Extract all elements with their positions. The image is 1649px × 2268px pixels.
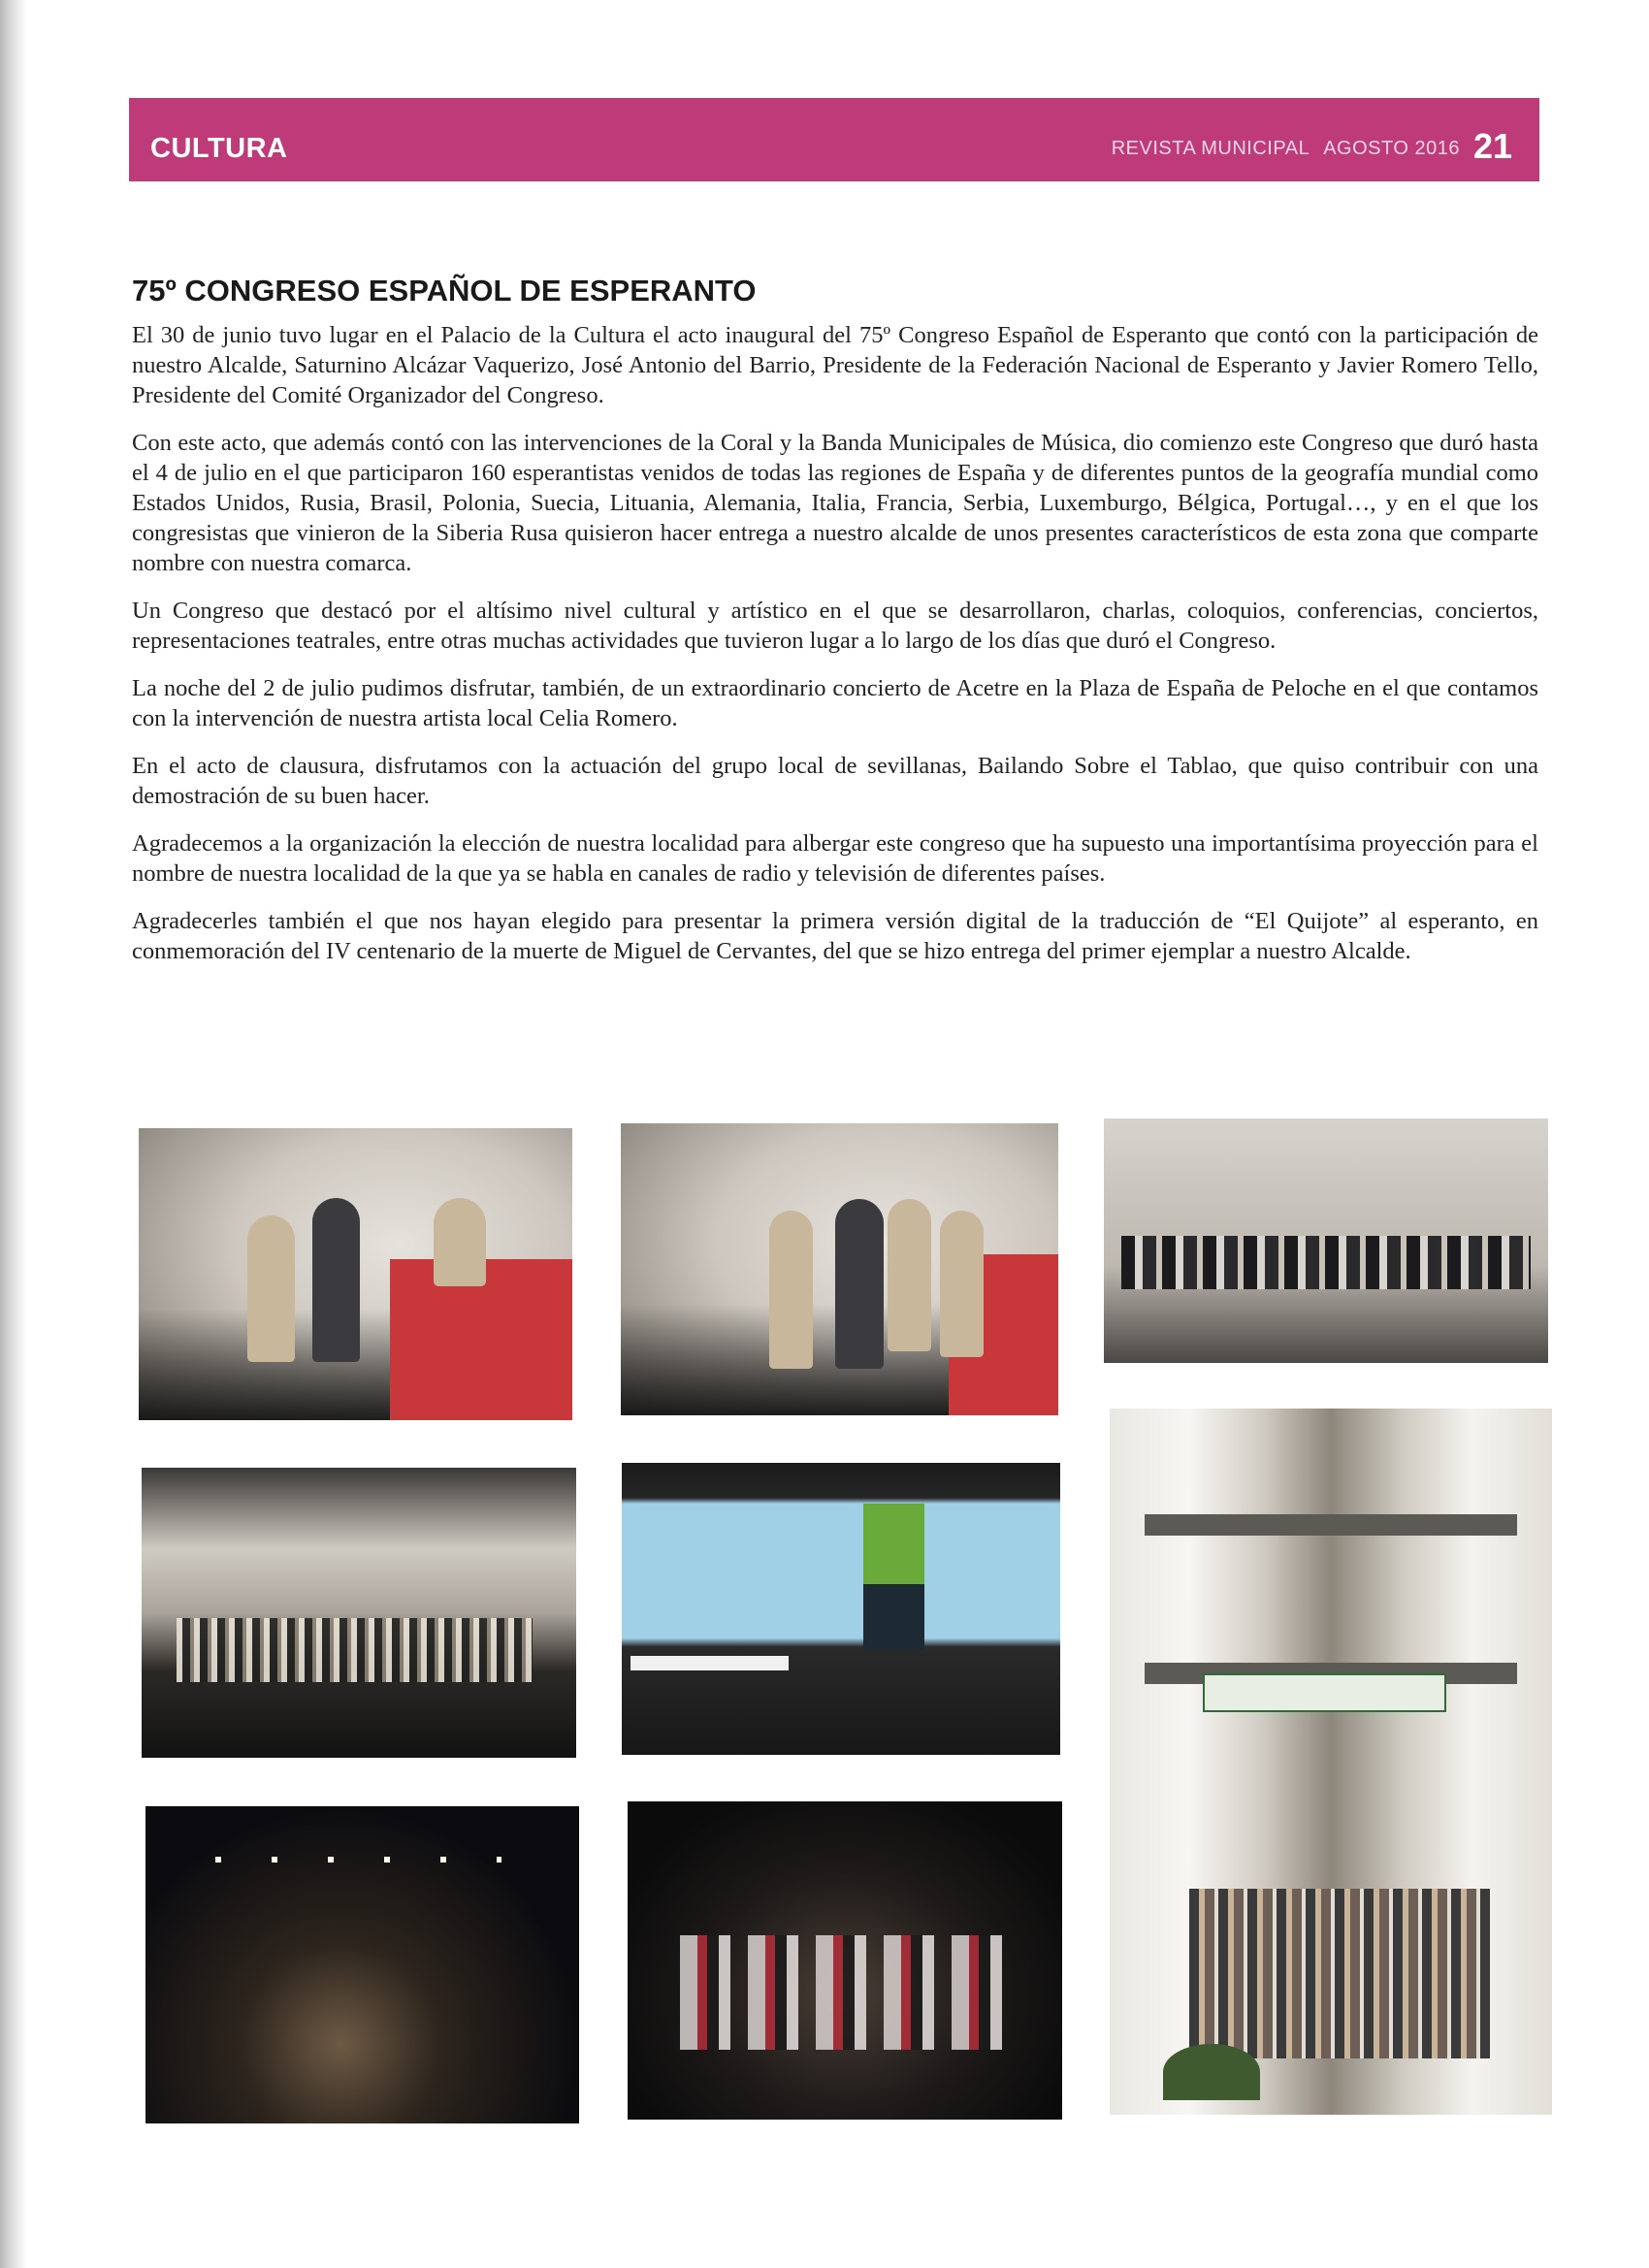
photo-sevillanas-dance (628, 1801, 1062, 2120)
issue-date: AGOSTO 2016 (1323, 138, 1460, 159)
photo-atrium-group (1110, 1409, 1552, 2115)
article-paragraph: La noche del 2 de julio pudimos disfrutar, también, de un extraordinario concierto de Acetre en la Plaza de España de Peloche en el que contamos con la intervención de nuestra artista local Celia Romero. (132, 675, 1538, 731)
photo-quijote-presentation (622, 1463, 1060, 1755)
page-spine-shadow (0, 0, 27, 2268)
article-paragraph: Un Congreso que destacó por el altísimo nivel cultural y artístico en el que se desarrollaron, charlas, coloquios, conferencias, conciertos, representaciones teatrales, entre otras muchas actividades que tuvieron lugar a lo largo de los días que duró el Congreso. (132, 598, 1538, 654)
photo-acetre-concert (146, 1806, 579, 2123)
header-publication-info (1112, 119, 1512, 164)
section-label: CULTURA (150, 133, 288, 164)
article-body (132, 320, 1538, 984)
publication-name: REVISTA MUNICIPAL (1111, 138, 1310, 159)
photo-gift-presentation (621, 1123, 1058, 1415)
section-header-bar (129, 98, 1539, 181)
article-paragraph: Agradecerles también el que nos hayan elegido para presentar la primera versión digital de la traducción de “El Quijote” al esperanto, en conmemoración del IV centenario de la muerte de Miguel de Cervantes, del que se hizo entrega del primer ejemplar a nuestro Alcalde. (132, 908, 1538, 964)
article-paragraph: El 30 de junio tuvo lugar en el Palacio de la Cultura el acto inaugural del 75º Congreso Español de Esperanto que contó con la participación de nuestro Alcalde, Saturnino Alcázar Vaquerizo, José Antonio del Barrio, Presidente de la Federación Nacional de Esperanto y Javier Romero Tello, Presidente del Comité Organizador del Congreso. (132, 322, 1538, 408)
article-paragraph: Agradecemos a la organización la elección de nuestra localidad para albergar este congreso que ha supuesto una importantísima proyección para el nombre de nuestra localidad de la que ya se habla en canales de radio y televisión de diferentes países. (132, 830, 1538, 887)
article-title: 75º CONGRESO ESPAÑOL DE ESPERANTO (132, 274, 757, 308)
article-paragraph: En el acto de clausura, disfrutamos con la actuación del grupo local de sevillanas, Bailando Sobre el Tablao, que quiso contribuir con una demostración de su buen hacer. (132, 753, 1538, 809)
photo-choir (1104, 1118, 1548, 1363)
photo-municipal-band (142, 1468, 576, 1758)
page-number: 21 (1472, 126, 1512, 166)
article-paragraph: Con este acto, que además contó con las intervenciones de la Coral y la Banda Municipales de Música, dio comienzo este Congreso que duró hasta el 4 de julio en el que participaron 160 esperantistas venidos de todas las regiones de España y de diferentes puntos de la geografía mundial como Estados Unidos, Rusia, Brasil, Polonia, Suecia, Lituania, Alemania, Italia, Francia, Serbia, Luxemburgo, Bélgica, Portugal…, y en el que los congresistas que vinieron de la Siberia Rusa quisieron hacer entrega a nuestro alcalde de unos presentes característicos de esta zona que comparte nombre con nuestra comarca. (132, 430, 1538, 576)
photo-inauguration-podium (139, 1128, 572, 1420)
